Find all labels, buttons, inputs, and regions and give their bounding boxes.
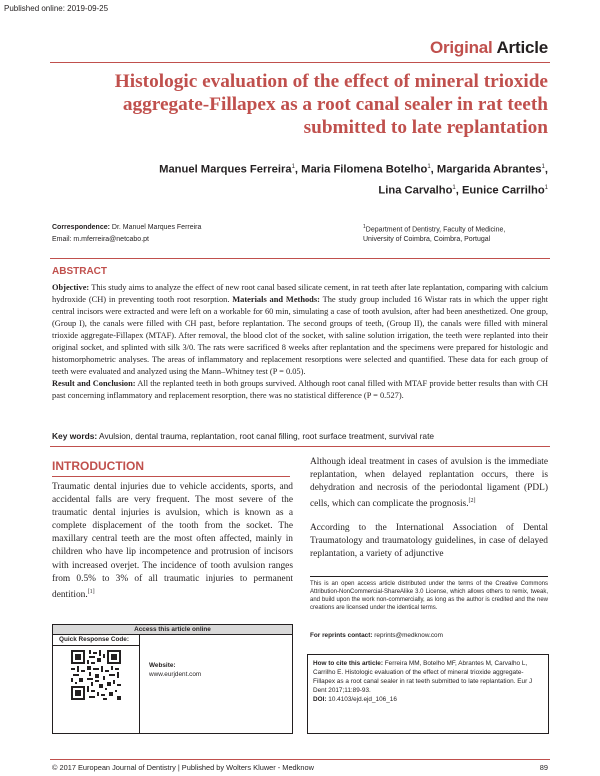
- author-sup: 1: [427, 164, 431, 170]
- introduction-left-column: [52, 481, 293, 602]
- published-date: Published online: 2019-09-25: [4, 4, 109, 13]
- abstract-divider: [50, 258, 550, 259]
- section-divider: [50, 446, 550, 447]
- objective-text: This study aims to analyze the effect of new root canal based silicate cement, in rat teeth after late replantation, comparing with calcium hydroxide (CH) in preventing tooth root resorption.: [52, 283, 548, 304]
- intro-paragraph-1-text: Traumatic dental injuries due to vehicle accidents, sports, and accidental falls are very frequent. The most severe of the traumatic dental injuries is avulsion, which is known as a complete displacement of the tooth from the socket. The maxillary central teeth are the most often affected, mainly in children who have lip incompetence and protrusion of incisors with increased overjet. The incidence of tooth avulsion ranges from 0.5% to 3% of all traumatic injuries to permanent dentition.: [52, 482, 293, 600]
- website-label: Website:: [149, 662, 176, 669]
- open-access-note: This is an open access article distributed under the terms of the Creative Commons Attribution-NonCommercial-ShareAlike 3.0 License, which allows others to remix, tweak, and build upon the work non-commercially, as long as the author is credited and the new creations are licensed under the identical terms.: [310, 581, 548, 611]
- header-divider: [50, 62, 550, 63]
- intro-paragraph-2: [310, 456, 548, 512]
- footer-text: © 2017 European Journal of Dentistry | Published by Wolters Kluwer - Medknow: [52, 763, 314, 772]
- intro-paragraph-3: According to the International Association of Dental Traumatology and traumatology guidelines, in case of delayed replantation, a variety of adjunctive: [310, 522, 548, 559]
- author: Manuel Marques Ferreira: [159, 163, 292, 176]
- open-access-divider: [310, 576, 548, 577]
- author: Lina Carvalho: [378, 184, 453, 197]
- citation-box: [307, 654, 549, 734]
- reprints-label: For reprints contact:: [310, 632, 373, 639]
- keywords: [52, 430, 548, 442]
- reprints-email[interactable]: reprints@medknow.com: [374, 632, 443, 639]
- keywords-label: Key words:: [52, 431, 98, 441]
- website-block: [149, 661, 201, 679]
- objective-label: Objective:: [52, 283, 90, 292]
- author: Margarida Abrantes: [436, 163, 542, 176]
- author: Eunice Carrilho: [461, 184, 545, 197]
- introduction-right-column: [310, 456, 548, 561]
- website-link[interactable]: www.eurjdent.com: [149, 671, 202, 678]
- affiliation-line2: University of Coimbra, Coimbra, Portugal: [363, 236, 491, 244]
- reprints-contact: [310, 632, 443, 639]
- author: Maria Filomena Botelho: [301, 163, 428, 176]
- doi-value[interactable]: 10.4103/ejd.ejd_106_16: [328, 696, 397, 703]
- introduction-underline: [52, 476, 290, 477]
- affiliation-line1: Department of Dentistry, Faculty of Medicine,: [365, 226, 506, 234]
- results-label: Result and Conclusion:: [52, 379, 136, 388]
- footer-divider: [50, 759, 550, 760]
- abstract-body: [52, 282, 548, 402]
- methods-label: Materials and Methods:: [232, 295, 320, 304]
- author-sup: 1: [452, 184, 456, 191]
- article-type-first: Original: [429, 38, 493, 57]
- article-type-second: Article: [496, 38, 548, 57]
- page-number: 89: [539, 763, 548, 772]
- citation-ref[interactable]: [2]: [468, 498, 476, 505]
- affiliation-sup: 1: [363, 224, 366, 230]
- intro-paragraph-2-text: Although ideal treatment in cases of avulsion is the immediate replantation, when delayed replantation occurs, there is dehydration and necrosis of the periodontal ligament (PDL) cells, which can complicate the prognosis.: [310, 457, 548, 510]
- citation-ref[interactable]: [1]: [87, 588, 95, 595]
- access-box-hdivider: [53, 645, 139, 646]
- article-title: Histologic evaluation of the effect of mineral trioxide aggregate-Fillapex as a root canal sealer in rat teeth submitted to late replantation: [114, 71, 548, 138]
- access-box-vdivider: [139, 635, 140, 733]
- results-text: All the replanted teeth in both groups survived. Although root canal filled with MTAF provide better results than with CH past concerning inflammatory and replacement resorption, there was no statistical difference (P = 0.527).: [52, 379, 548, 400]
- citation-text: Ferreira MM, Botelho MF, Abrantes M, Carvalho L, Carrilho E. Histologic evaluation of the effect of mineral trioxide aggregate-Fillapex as a root canal sealer in rat teeth submitted to late replantation. Eur J Dent 2017;11:89-93.: [313, 660, 533, 694]
- access-online-box: [52, 624, 293, 734]
- methods-text: The study group included 16 Wistar rats in which the upper right central incisors were extracted and were left on a workable for 60 min, simulating a case of tooth avulsion, after had been anesthetized. One group, (Group I), the canals were filled with CH past, before replantation. The second groups of teeth, (Group II), the canals were filled with mineral trioxide aggregate-Fillapex (MTAF). After removal, the blood clot of the socket, with saline solution irrigation, the teeth were replanted into their original socket, and splinted with silk 3/0. The rats were sacrificed 8 weeks after replantation and the specimens were prepared for histologic and histomorphometric analyses. The areas of inflammatory and replacement resorptions were selected and quantified. These data for each group of teeth were evaluated and analyzed using the Mann–Whitney test (P = 0.05).: [52, 295, 549, 376]
- correspondence-block: [52, 222, 201, 246]
- qr-code-icon[interactable]: [71, 650, 121, 700]
- author-sup: 1: [291, 164, 295, 170]
- correspondence-email[interactable]: m.mferreira@netcabo.pt: [73, 236, 149, 243]
- author-list: Manuel Marques Ferreira$^1$, Maria Filomena Botelho$^1$, Margarida Abrantes$^1$, Lina Carvalho$^1$, Eunice Carrilho$^1$: [159, 163, 548, 197]
- affiliation-block: [363, 222, 553, 245]
- correspondence-label: Correspondence:: [52, 224, 110, 231]
- doi-label: DOI:: [313, 696, 327, 703]
- abstract-heading: ABSTRACT: [52, 266, 107, 277]
- correspondence-name: Dr. Manuel Marques Ferreira: [111, 224, 202, 231]
- author-sup: 1: [544, 184, 548, 191]
- article-type-label: [430, 38, 548, 58]
- introduction-heading: INTRODUCTION: [52, 459, 144, 473]
- qr-label: Quick Response Code:: [59, 636, 129, 643]
- email-label: Email:: [52, 236, 72, 243]
- citation-label: How to cite this article:: [313, 660, 383, 667]
- access-box-title: Access this article online: [53, 625, 292, 635]
- author-sup: 1: [541, 164, 545, 170]
- intro-paragraph-1: [52, 481, 293, 602]
- keywords-text: Avulsion, dental trauma, replantation, root canal filling, root surface treatment, survival rate: [99, 431, 435, 441]
